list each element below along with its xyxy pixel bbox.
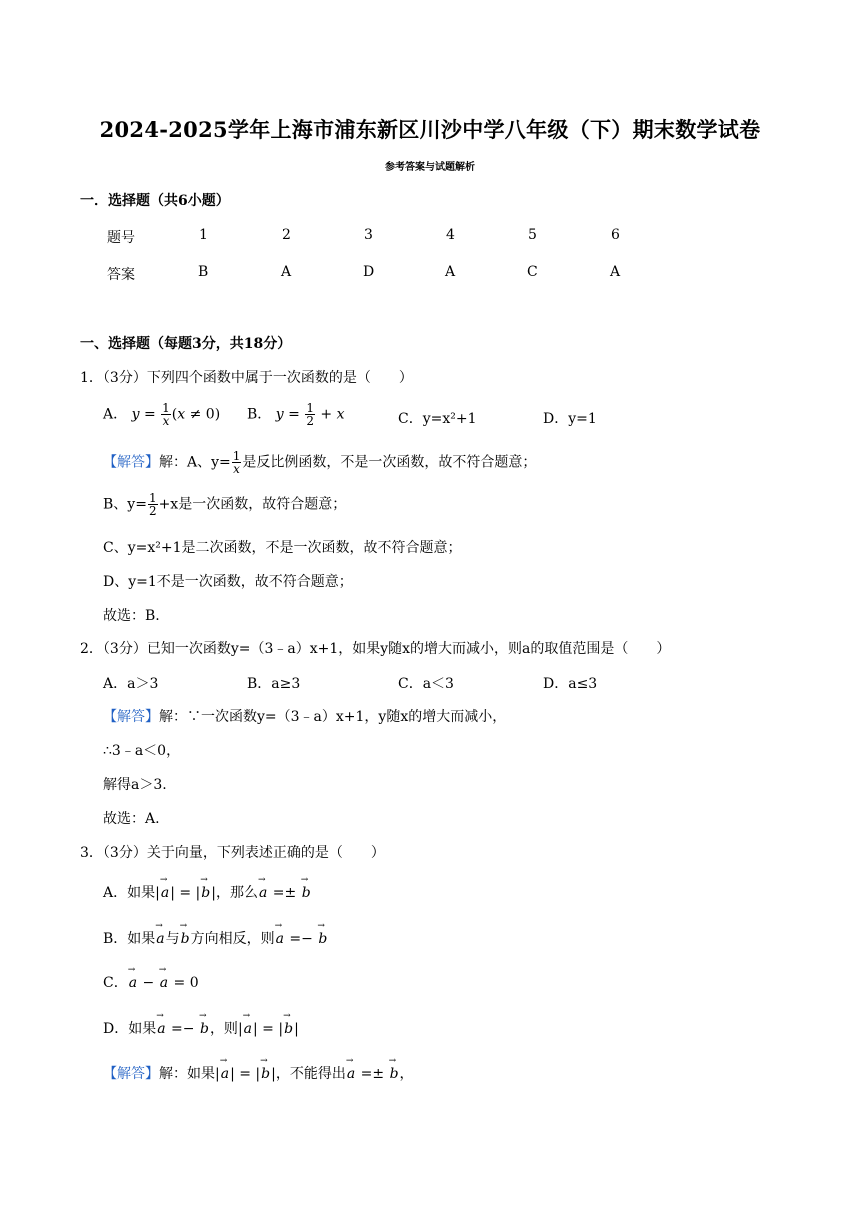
question-2-option-d: D．a≤3 <box>543 676 598 692</box>
grid-number: 2 <box>282 227 291 243</box>
solution-tag: 【解答】 <box>103 709 159 725</box>
question-1-stem: 1．（3分）下列四个函数中属于一次函数的是（ ） <box>80 370 413 386</box>
solution-tag: 【解答】 <box>103 1066 159 1082</box>
question-2-option-b: B．a≥3 <box>247 676 301 692</box>
section-heading-answers: 一．选择题（共6小题） <box>80 193 230 209</box>
question-1-option-d: D．y=1 <box>543 411 597 427</box>
question-3-option-b: B．如果→ a与→ b方向相反，则→ a =− → b <box>103 928 328 948</box>
question-3-option-a: A．如果|→ a| = |→ b|，那么→ a =± → b <box>103 882 312 902</box>
question-3-option-c: C．→ a − → a = 0 <box>103 972 199 992</box>
question-2-solution-line-3: 解得a＞3. <box>103 777 167 793</box>
row-header-answer: 答案 <box>107 267 135 283</box>
question-1-solution-line-2: B、y= $\frac{1}{2}$ +x是一次函数，故符合题意； <box>103 491 347 518</box>
grid-number: 4 <box>446 227 455 243</box>
question-2-solution-line-2: ∴3﹣a＜0， <box>103 743 181 759</box>
solution-tag: 【解答】 <box>103 454 159 471</box>
question-3-solution-line-1: 【解答】解：如果|→ a| = |→ b|，不能得出→ a =± → b， <box>103 1063 414 1083</box>
grid-answer: B <box>198 264 209 280</box>
document-subtitle: 参考答案与试题解析 <box>385 162 475 173</box>
question-2-option-a: A．a＞3 <box>103 676 159 692</box>
question-1-option-b: B． y = $\frac{1}{2}$ + x <box>247 401 345 428</box>
grid-number: 1 <box>199 227 208 243</box>
question-1-option-a: A． y = $\frac{1}{x}$ (x ≠ 0) <box>103 401 221 428</box>
question-3-stem: 3．（3分）关于向量，下列表述正确的是（ ） <box>80 845 385 861</box>
question-1-option-c: C．y=x²+1 <box>398 411 477 427</box>
question-1-solution-line-3: C、y=x²+1是二次函数，不是一次函数，故不符合题意； <box>103 540 462 556</box>
question-2-option-c: C．a＜3 <box>398 676 454 692</box>
grid-number: 3 <box>364 227 373 243</box>
grid-answer: A <box>610 264 621 280</box>
grid-number: 5 <box>528 227 537 243</box>
grid-answer: C <box>527 264 538 280</box>
question-1-solution-line-5: 故选：B. <box>103 608 160 624</box>
question-1-solution-line-4: D、y=1不是一次函数，故不符合题意； <box>103 574 353 590</box>
question-3-option-d: D．如果→ a =− → b，则|→ a| = |→ b| <box>103 1018 299 1038</box>
grid-answer: D <box>363 264 375 280</box>
question-2-stem: 2．（3分）已知一次函数y=（3﹣a）x+1，如果y随x的增大而减小，则a的取值范围是（ ） <box>80 641 671 657</box>
section-heading-questions: 一、选择题（每题3分，共18分） <box>80 336 292 352</box>
grid-number: 6 <box>611 227 620 243</box>
grid-answer: A <box>445 264 456 280</box>
document-title: 2024-2025学年上海市浦东新区川沙中学八年级（下）期末数学试卷 <box>99 117 761 142</box>
question-1-solution-line-1: 【解答】解：A、y= $\frac{1}{x}$ 是反比例函数，不是一次函数，故不符合题意； <box>103 449 537 476</box>
question-2-solution-line-1: 【解答】解：∵一次函数y=（3﹣a）x+1，y随x的增大而减小， <box>103 709 507 725</box>
grid-answer: A <box>281 264 292 280</box>
row-header-number: 题号 <box>107 230 135 246</box>
question-2-solution-line-4: 故选：A. <box>103 811 160 827</box>
